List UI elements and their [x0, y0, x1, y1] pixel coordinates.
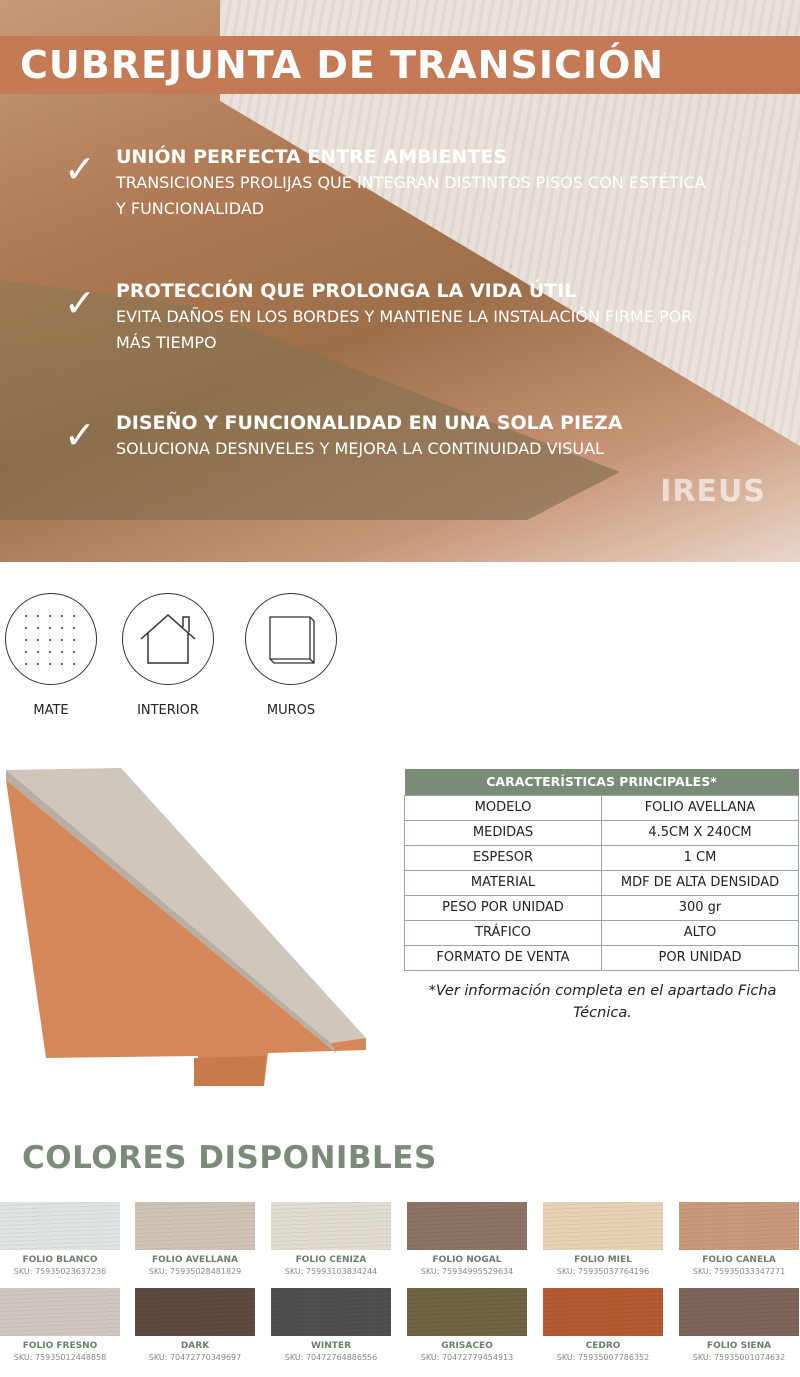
- dots-icon: [5, 593, 97, 685]
- swatch-sku: SKU: 70472779454913: [420, 1353, 514, 1362]
- check-icon: ✓: [64, 147, 96, 191]
- spec-value: 1 CM: [602, 845, 799, 870]
- product-image: [6, 768, 366, 1088]
- feature-title: PROTECCIÓN QUE PROLONGA LA VIDA ÚTIL: [116, 280, 577, 302]
- house-icon: [122, 593, 214, 685]
- swatch-image: [407, 1288, 527, 1336]
- swatch-name: FOLIO NOGAL: [432, 1255, 502, 1265]
- swatch-image: [135, 1202, 255, 1250]
- spec-label: ESPESOR: [405, 845, 602, 870]
- swatch-image: [407, 1202, 527, 1250]
- swatch-image: [543, 1202, 663, 1250]
- swatch-name: FOLIO CANELA: [702, 1255, 776, 1265]
- swatch-name: CEDRO: [585, 1341, 621, 1351]
- swatch-name: FOLIO AVELLANA: [151, 1255, 239, 1265]
- swatch-sku: SKU: 75935037764196: [556, 1267, 650, 1276]
- feature-desc: TRANSICIONES PROLIJAS QUE INTEGRAN DISTINTOS PISOS CON ESTÉTICA Y FUNCIONALIDAD: [116, 173, 706, 218]
- swatch-sku: SKU: 75935007786352: [556, 1353, 650, 1362]
- color-swatch[interactable]: [135, 1288, 255, 1362]
- swatch-sku: SKU: 75935023637236: [13, 1267, 107, 1276]
- swatch-image: [679, 1288, 799, 1336]
- color-swatch[interactable]: [271, 1202, 391, 1276]
- swatch-sku: SKU: 75935033347271: [692, 1267, 786, 1276]
- color-swatch[interactable]: [679, 1202, 799, 1276]
- swatch-name: DARK: [180, 1341, 210, 1351]
- color-swatch[interactable]: [407, 1202, 527, 1276]
- check-icon: ✓: [64, 281, 96, 325]
- swatch-name: FOLIO BLANCO: [22, 1255, 98, 1265]
- swatch-sku: SKU: 75993103834244: [284, 1267, 378, 1276]
- spec-value: MDF DE ALTA DENSIDAD: [602, 870, 799, 895]
- swatch-sku: SKU: 75935001074632: [692, 1353, 786, 1362]
- attribute-label: MUROS: [266, 703, 316, 718]
- color-swatch[interactable]: [135, 1202, 255, 1276]
- swatch-name: WINTER: [310, 1341, 352, 1351]
- colors-title: COLORES DISPONIBLES: [22, 1140, 437, 1176]
- swatch-image: [0, 1288, 120, 1336]
- feature-desc: EVITA DAÑOS EN LOS BORDES Y MANTIENE LA INSTALACIÓN FIRME POR MÁS TIEMPO: [116, 307, 693, 352]
- swatch-sku: SKU: 75935028481829: [148, 1267, 242, 1276]
- swatch-name: FOLIO CENIZA: [295, 1255, 367, 1265]
- color-swatch[interactable]: [543, 1288, 663, 1362]
- swatch-sku: SKU: 70472764886556: [284, 1353, 378, 1362]
- hero-banner: [0, 0, 800, 562]
- spec-row: [405, 895, 799, 920]
- swatch-name: FOLIO SIENA: [706, 1341, 772, 1351]
- spec-label: PESO POR UNIDAD: [405, 895, 602, 920]
- swatch-name: GRISACEO: [441, 1341, 493, 1351]
- spec-value: FOLIO AVELLANA: [602, 795, 799, 820]
- spec-value: 4.5CM X 240CM: [602, 820, 799, 845]
- spec-label: TRÁFICO: [405, 920, 602, 945]
- spec-label: FORMATO DE VENTA: [405, 945, 602, 970]
- check-icon: ✓: [64, 413, 96, 457]
- swatch-image: [0, 1202, 120, 1250]
- swatch-image: [679, 1202, 799, 1250]
- specs-header: CARACTERÍSTICAS PRINCIPALES*: [405, 769, 799, 795]
- title-bar: [0, 36, 800, 94]
- color-swatch[interactable]: [679, 1288, 799, 1362]
- swatch-sku: SKU: 70472770349697: [148, 1353, 242, 1362]
- spec-value: ALTO: [602, 920, 799, 945]
- color-swatch[interactable]: [407, 1288, 527, 1362]
- spec-value: 300 gr: [602, 895, 799, 920]
- swatch-image: [271, 1288, 391, 1336]
- brand-watermark: IREUS: [660, 474, 766, 509]
- color-swatch[interactable]: [271, 1288, 391, 1362]
- swatch-sku: SKU: 75935012448858: [13, 1353, 107, 1362]
- specs-table: [404, 769, 799, 971]
- attribute-label: INTERIOR: [137, 703, 199, 718]
- spec-row: [405, 920, 799, 945]
- specs-note: *Ver información completa en el apartado Ficha Técnica.: [428, 983, 777, 1021]
- swatch-sku: SKU: 75934995529634: [420, 1267, 514, 1276]
- feature-title: DISEÑO Y FUNCIONALIDAD EN UNA SOLA PIEZA: [116, 412, 623, 434]
- spec-value: POR UNIDAD: [602, 945, 799, 970]
- feature-title: UNIÓN PERFECTA ENTRE AMBIENTES: [116, 146, 508, 168]
- spec-label: MEDIDAS: [405, 820, 602, 845]
- spec-label: MATERIAL: [405, 870, 602, 895]
- spec-row: [405, 945, 799, 970]
- page-title: CUBREJUNTA DE TRANSICIÓN: [20, 43, 665, 87]
- color-swatch[interactable]: [0, 1288, 120, 1362]
- panel-icon: [245, 593, 337, 685]
- spec-label: MODELO: [405, 795, 602, 820]
- spec-row: [405, 870, 799, 895]
- swatch-image: [135, 1288, 255, 1336]
- color-swatch[interactable]: [543, 1202, 663, 1276]
- spec-row: [405, 795, 799, 820]
- feature-desc: SOLUCIONA DESNIVELES Y MEJORA LA CONTINUIDAD VISUAL: [116, 439, 604, 458]
- spec-row: [405, 845, 799, 870]
- swatch-name: FOLIO FRESNO: [22, 1341, 98, 1351]
- spec-row: [405, 820, 799, 845]
- swatch-image: [271, 1202, 391, 1250]
- swatch-image: [543, 1288, 663, 1336]
- swatch-name: FOLIO MIEL: [574, 1255, 632, 1265]
- color-swatch[interactable]: [0, 1202, 120, 1276]
- attribute-label: MATE: [33, 703, 69, 718]
